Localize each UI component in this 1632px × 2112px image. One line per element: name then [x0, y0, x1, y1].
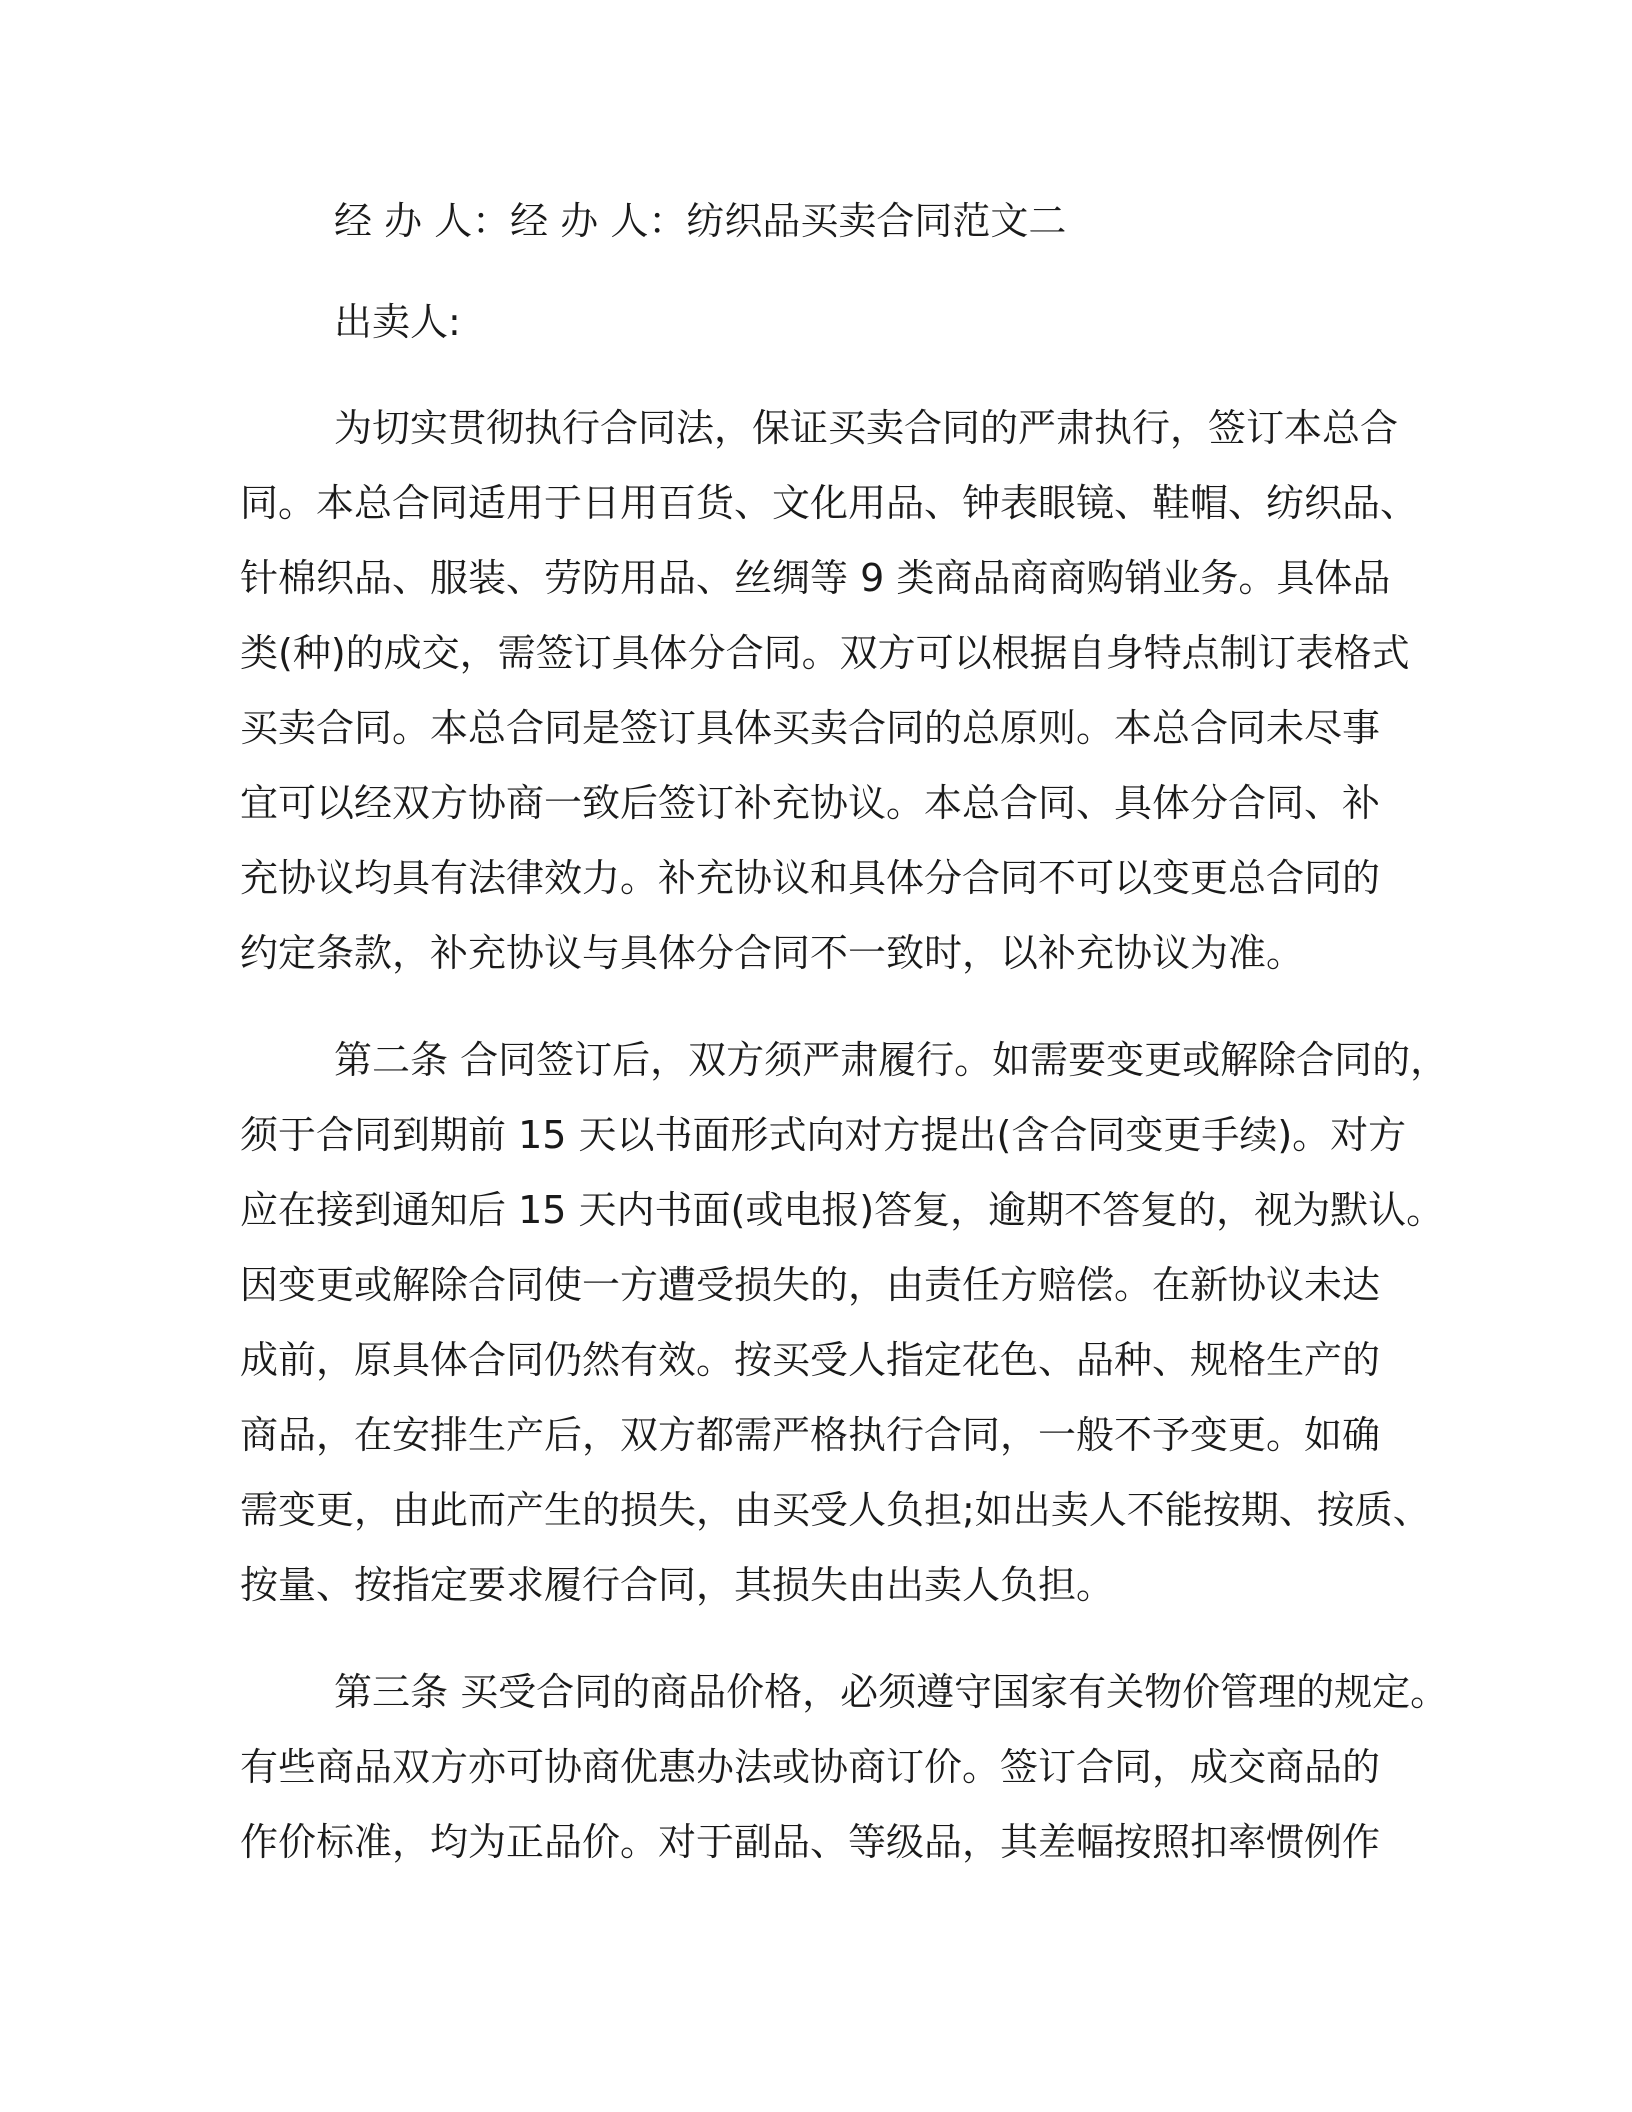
paragraph-line: 类(种)的成交，需签订具体分合同。双方可以根据自身特点制订表格式 [240, 631, 1410, 675]
paragraph-line: 有些商品双方亦可协商优惠办法或协商订价。签订合同，成交商品的 [240, 1745, 1381, 1789]
paragraph-line: 第二条 合同签订后，双方须严肃履行。如需要变更或解除合同的， [334, 1038, 1449, 1082]
paragraph-line: 针棉织品、服装、劳防用品、丝绸等 9 类商品商商购销业务。具体品 [240, 556, 1391, 600]
paragraph-line: 约定条款，补充协议与具体分合同不一致时，以补充协议为准。 [240, 931, 1305, 975]
paragraph-line: 作价标准，均为正品价。对于副品、等级品，其差幅按照扣率惯例作 [240, 1820, 1381, 1864]
paragraph-line: 买卖合同。本总合同是签订具体买卖合同的总原则。本总合同未尽事 [240, 706, 1381, 750]
paragraph-line: 第三条 买受合同的商品价格，必须遵守国家有关物价管理的规定。 [334, 1670, 1449, 1714]
paragraph-line: 需变更，由此而产生的损失，由买受人负担;如出卖人不能按期、按质、 [240, 1488, 1431, 1532]
paragraph-line: 须于合同到期前 15 天以书面形式向对方提出(含合同变更手续)。对方 [240, 1113, 1407, 1157]
seller-line: 出卖人: [334, 300, 461, 344]
paragraph-line: 宜可以经双方协商一致后签订补充协议。本总合同、具体分合同、补 [240, 781, 1381, 825]
paragraph-line: 成前，原具体合同仍然有效。按买受人指定花色、品种、规格生产的 [240, 1338, 1381, 1382]
paragraph-line: 充协议均具有法律效力。补充协议和具体分合同不可以变更总合同的 [240, 856, 1381, 900]
paragraph-line: 按量、按指定要求履行合同，其损失由出卖人负担。 [240, 1563, 1115, 1607]
paragraph-line: 同。本总合同适用于日用百货、文化用品、钟表眼镜、鞋帽、纺织品、 [240, 481, 1419, 525]
header-line: 经 办 人：经 办 人：纺织品买卖合同范文二 [334, 199, 1067, 243]
paragraph-line: 因变更或解除合同使一方遭受损失的，由责任方赔偿。在新协议未达 [240, 1263, 1381, 1307]
paragraph-line: 为切实贯彻执行合同法，保证买卖合同的严肃执行，签订本总合 [334, 406, 1399, 450]
paragraph-line: 商品，在安排生产后，双方都需严格执行合同，一般不予变更。如确 [240, 1413, 1381, 1457]
paragraph-line: 应在接到通知后 15 天内书面(或电报)答复，逾期不答复的，视为默认。 [240, 1188, 1445, 1232]
